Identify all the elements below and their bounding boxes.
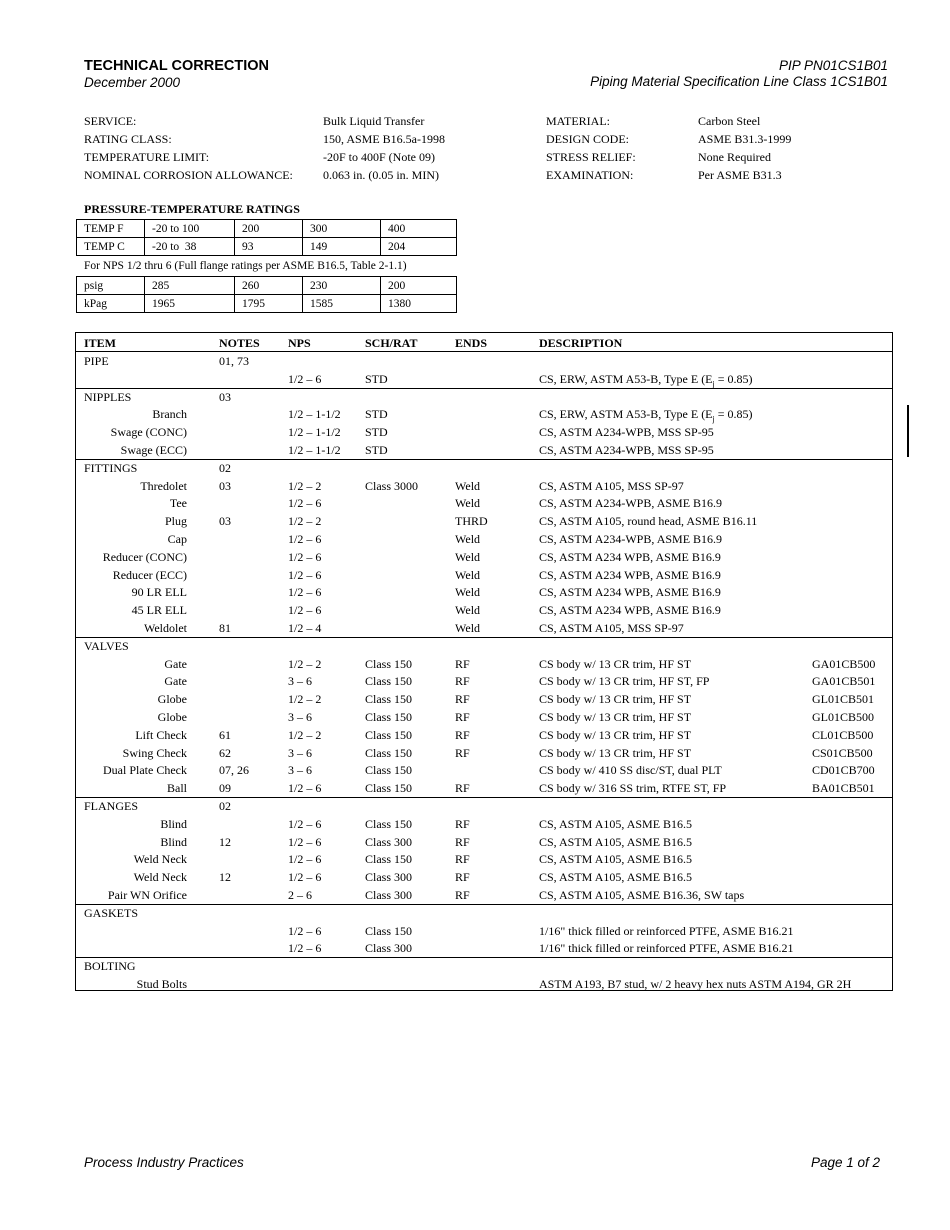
- nps-cell: 3 – 6: [288, 710, 312, 724]
- description-text: CS, ASTM A234-WPB, ASME B16.9: [539, 496, 723, 510]
- subitem-cell: Gate: [164, 657, 187, 671]
- subitem-cell: Swage (CONC): [110, 425, 187, 439]
- description-text: CS body w/ 13 CR trim, HF ST: [539, 728, 692, 742]
- ends-cell: Weld: [455, 532, 481, 546]
- subitem-cell: Blind: [160, 835, 187, 849]
- nps-cell: 1/2 – 6: [288, 603, 322, 617]
- item-cell: FITTINGS: [84, 461, 138, 475]
- nps-cell: 1/2 – 6: [288, 496, 322, 510]
- nps-cell: 1/2 – 6: [288, 568, 322, 582]
- info-value: 0.063 in. (0.05 in. MIN): [323, 168, 439, 182]
- pt-cell: 1380: [381, 295, 457, 313]
- table-row: [76, 868, 892, 886]
- table-row: [76, 779, 892, 797]
- sch-rat-cell: Class 150: [365, 781, 413, 795]
- info-value: Carbon Steel: [698, 114, 761, 128]
- description-cell: [539, 494, 722, 512]
- subitem-cell: Branch: [152, 407, 187, 421]
- sch-rat-cell: Class 300: [365, 941, 413, 955]
- info-labels-left: [84, 112, 293, 184]
- pt-cell: 400: [381, 220, 457, 238]
- item-cell: VALVES: [84, 639, 129, 653]
- sch-rat-cell: STD: [365, 407, 388, 421]
- col-header-notes: NOTES: [219, 336, 260, 350]
- description-text: CS body w/ 316 SS trim, RTFE ST, FP: [539, 781, 727, 795]
- table-row: [76, 833, 892, 851]
- info-value: -20F to 400F (Note 09): [323, 150, 435, 164]
- sch-rat-cell: Class 150: [365, 817, 413, 831]
- description-text: 1/16" thick filled or reinforced PTFE, ASME B16.21: [539, 941, 794, 955]
- subitem-cell: Ball: [167, 781, 187, 795]
- subitem-cell: Tee: [169, 496, 187, 510]
- subitem-cell: Cap: [167, 532, 187, 546]
- pt-cell: 260: [235, 277, 303, 295]
- table-row: [76, 423, 892, 441]
- col-header-description: DESCRIPTION: [539, 336, 623, 350]
- description-cell: [539, 512, 757, 530]
- table-row: [76, 815, 892, 833]
- header-left: [84, 58, 269, 91]
- description-text: CS, ASTM A234-WPB, MSS SP-95: [539, 443, 714, 457]
- notes-cell: 03: [219, 479, 231, 493]
- sch-rat-cell: Class 300: [365, 870, 413, 884]
- ends-cell: Weld: [455, 585, 481, 599]
- description-text: CS, ASTM A234 WPB, ASME B16.9: [539, 603, 721, 617]
- description-text: CS body w/ 410 SS disc/ST, dual PLT: [539, 763, 722, 777]
- ends-cell: Weld: [455, 621, 481, 635]
- table-row: [76, 459, 892, 477]
- nps-cell: 1/2 – 2: [288, 692, 322, 706]
- info-value: ASME B31.3-1999: [698, 132, 792, 146]
- table-row: [76, 655, 892, 673]
- psig-row: [77, 277, 457, 295]
- sch-rat-cell: STD: [365, 443, 388, 457]
- info-value: None Required: [698, 150, 771, 164]
- notes-cell: 03: [219, 514, 231, 528]
- valve-code-cell: CD01CB700: [812, 763, 875, 777]
- table-row: [76, 672, 892, 690]
- subitem-cell: Weldolet: [143, 621, 187, 635]
- info-value: Bulk Liquid Transfer: [323, 114, 425, 128]
- nps-cell: 1/2 – 1-1/2: [288, 407, 341, 421]
- table-row: [76, 797, 892, 815]
- description-cell: [539, 975, 851, 993]
- pt-cell: -20 to 100: [145, 220, 235, 238]
- valve-code-cell: GA01CB501: [812, 674, 876, 688]
- ends-cell: Weld: [455, 603, 481, 617]
- ends-cell: RF: [455, 710, 470, 724]
- kpag-row: [77, 295, 457, 313]
- info-label: MATERIAL:: [546, 114, 610, 128]
- description-cell: [539, 886, 744, 904]
- ends-cell: RF: [455, 674, 470, 688]
- description-cell: [539, 815, 692, 833]
- item-cell: PIPE: [84, 354, 109, 368]
- info-label: NOMINAL CORROSION ALLOWANCE:: [84, 168, 293, 182]
- table-row: [76, 957, 892, 975]
- nps-cell: 1/2 – 6: [288, 372, 322, 386]
- col-header-item: ITEM: [84, 336, 117, 350]
- valve-code-cell: BA01CB501: [812, 781, 875, 795]
- info-label: DESIGN CODE:: [546, 132, 629, 146]
- table-row: [76, 441, 892, 459]
- sch-rat-cell: Class 3000: [365, 479, 419, 493]
- description-text: CS body w/ 13 CR trim, HF ST: [539, 692, 692, 706]
- pt-ratings-note: For NPS 1/2 thru 6 (Full flange ratings per ASME B16.5, Table 2-1.1): [84, 260, 407, 272]
- piping-spec-table: [75, 332, 893, 991]
- ends-cell: THRD: [455, 514, 488, 528]
- table-row: [76, 370, 892, 388]
- pt-cell: 1585: [303, 295, 381, 313]
- description-cell: [539, 744, 691, 762]
- sch-rat-cell: Class 150: [365, 746, 413, 760]
- subitem-cell: Globe: [157, 692, 187, 706]
- description-subscript: j: [712, 414, 715, 424]
- description-cell: [539, 566, 721, 584]
- table-row: [76, 726, 892, 744]
- description-cell: [539, 477, 684, 495]
- table-row: [76, 850, 892, 868]
- table-row: [76, 548, 892, 566]
- description-text: CS, ASTM A234 WPB, ASME B16.9: [539, 585, 721, 599]
- info-label: TEMPERATURE LIMIT:: [84, 150, 210, 164]
- pt-cell: 285: [145, 277, 235, 295]
- subitem-cell: Globe: [157, 710, 187, 724]
- ends-cell: Weld: [455, 550, 481, 564]
- description-cell: [539, 922, 794, 940]
- sch-rat-cell: Class 300: [365, 888, 413, 902]
- table-row: [76, 566, 892, 584]
- pt-cell: 1965: [145, 295, 235, 313]
- ends-cell: RF: [455, 692, 470, 706]
- sch-rat-cell: Class 150: [365, 852, 413, 866]
- document-date: December 2000: [84, 75, 181, 90]
- nps-cell: 1/2 – 4: [288, 621, 322, 635]
- temp-f-row: [77, 220, 457, 238]
- nps-cell: 1/2 – 1-1/2: [288, 425, 341, 439]
- description-text: CS, ASTM A105, MSS SP-97: [539, 479, 684, 493]
- document-type: TECHNICAL CORRECTION: [84, 58, 270, 74]
- pt-cell: 1795: [235, 295, 303, 313]
- nps-cell: 1/2 – 6: [288, 532, 322, 546]
- ends-cell: RF: [455, 728, 470, 742]
- ends-cell: RF: [455, 817, 470, 831]
- nps-cell: 3 – 6: [288, 746, 312, 760]
- description-text: 1/16" thick filled or reinforced PTFE, ASME B16.21: [539, 924, 794, 938]
- sch-rat-cell: Class 300: [365, 835, 413, 849]
- description-cell: [539, 655, 691, 673]
- table-row: [76, 405, 892, 423]
- pt-cell: 93: [235, 238, 303, 256]
- description-text: CS body w/ 13 CR trim, HF ST: [539, 657, 692, 671]
- nps-cell: 1/2 – 6: [288, 870, 322, 884]
- nps-cell: 1/2 – 6: [288, 781, 322, 795]
- subitem-cell: Weld Neck: [133, 852, 187, 866]
- table-row: [76, 922, 892, 940]
- description-text: CS, ASTM A234-WPB, ASME B16.9: [539, 532, 723, 546]
- ends-cell: RF: [455, 746, 470, 760]
- subitem-cell: 45 LR ELL: [131, 603, 187, 617]
- info-labels-right: [546, 112, 636, 184]
- notes-cell: 02: [219, 461, 231, 475]
- subitem-cell: Swage (ECC): [120, 443, 187, 457]
- ends-cell: RF: [455, 835, 470, 849]
- notes-cell: 61: [219, 728, 231, 742]
- col-header-nps: NPS: [288, 336, 311, 350]
- pt-cell: 230: [303, 277, 381, 295]
- table-row: [76, 601, 892, 619]
- description-cell: [539, 423, 714, 441]
- nps-cell: 1/2 – 6: [288, 550, 322, 564]
- table-row: [76, 939, 892, 957]
- pt-ratings-title: PRESSURE-TEMPERATURE RATINGS: [84, 202, 300, 216]
- description-text: CS, ASTM A105, ASME B16.5: [539, 870, 693, 884]
- table-row: [76, 619, 892, 637]
- table-row: [76, 494, 892, 512]
- subitem-cell: Swing Check: [122, 746, 187, 760]
- description-subscript: j: [712, 379, 715, 389]
- info-label: STRESS RELIEF:: [546, 150, 636, 164]
- nps-cell: 2 – 6: [288, 888, 312, 902]
- pt-cell: 300: [303, 220, 381, 238]
- nps-cell: 1/2 – 6: [288, 835, 322, 849]
- sch-rat-cell: Class 150: [365, 657, 413, 671]
- ends-cell: Weld: [455, 568, 481, 582]
- nps-cell: 1/2 – 2: [288, 514, 322, 528]
- pt-cell: 204: [381, 238, 457, 256]
- info-label: EXAMINATION:: [546, 168, 634, 182]
- description-cell: [539, 939, 794, 957]
- description-text: CS, ASTM A234 WPB, ASME B16.9: [539, 568, 721, 582]
- sch-rat-cell: STD: [365, 372, 388, 386]
- description-cell: [539, 601, 721, 619]
- change-bar: [907, 405, 909, 457]
- pt-cell: TEMP F: [77, 220, 145, 238]
- pt-cell: psig: [77, 277, 145, 295]
- description-text: CS body w/ 13 CR trim, HF ST: [539, 710, 692, 724]
- table-row: [76, 975, 892, 993]
- ends-cell: Weld: [455, 496, 481, 510]
- subitem-cell: Weld Neck: [133, 870, 187, 884]
- description-cell: [539, 530, 722, 548]
- ends-cell: RF: [455, 888, 470, 902]
- footer-publisher: Process Industry Practices: [84, 1155, 244, 1170]
- subitem-cell: Reducer (ECC): [112, 568, 187, 582]
- nps-cell: 1/2 – 6: [288, 924, 322, 938]
- header-right: [590, 58, 888, 90]
- subitem-cell: Dual Plate Check: [103, 763, 187, 777]
- notes-cell: 62: [219, 746, 231, 760]
- description-text: CS, ASTM A234-WPB, MSS SP-95: [539, 425, 714, 439]
- description-cell: [539, 868, 692, 886]
- subitem-cell: Stud Bolts: [136, 977, 187, 991]
- table-row: [76, 388, 892, 406]
- item-cell: NIPPLES: [84, 390, 132, 404]
- subitem-cell: 90 LR ELL: [131, 585, 187, 599]
- description-text: CS, ASTM A105, ASME B16.5: [539, 852, 693, 866]
- description-text: CS body w/ 13 CR trim, HF ST: [539, 746, 692, 760]
- info-label: RATING CLASS:: [84, 132, 172, 146]
- table-row: [76, 761, 892, 779]
- description-text: CS, ASTM A105, round head, ASME B16.11: [539, 514, 758, 528]
- nps-cell: 1/2 – 2: [288, 657, 322, 671]
- ends-cell: RF: [455, 657, 470, 671]
- footer-page-number: Page 1 of 2: [810, 1155, 880, 1170]
- description-cell: [539, 690, 691, 708]
- table-header-row: [76, 334, 892, 352]
- pressure-table: [76, 276, 457, 313]
- ends-cell: RF: [455, 852, 470, 866]
- subitem-cell: Lift Check: [135, 728, 187, 742]
- ends-cell: RF: [455, 781, 470, 795]
- subitem-cell: Pair WN Orifice: [107, 888, 187, 902]
- nps-cell: 1/2 – 6: [288, 585, 322, 599]
- table-row: [76, 477, 892, 495]
- valve-code-cell: CL01CB500: [812, 728, 874, 742]
- pt-cell: -20 to 38: [145, 238, 235, 256]
- description-cell: [539, 850, 692, 868]
- description-cell: [539, 708, 691, 726]
- info-values-left: [323, 112, 445, 184]
- table-row: [76, 530, 892, 548]
- col-header-sch-rat: SCH/RAT: [365, 336, 418, 350]
- col-header-ends: ENDS: [455, 336, 488, 350]
- temperature-table: [76, 219, 457, 256]
- nps-cell: 1/2 – 6: [288, 817, 322, 831]
- description-cell: [539, 726, 691, 744]
- description-cell: [539, 619, 684, 637]
- info-label: SERVICE:: [84, 114, 137, 128]
- nps-cell: 3 – 6: [288, 763, 312, 777]
- pt-cell: 200: [381, 277, 457, 295]
- notes-cell: 02: [219, 799, 231, 813]
- pt-cell: TEMP C: [77, 238, 145, 256]
- valve-code-cell: GL01CB501: [812, 692, 875, 706]
- nps-cell: 1/2 – 6: [288, 852, 322, 866]
- item-cell: GASKETS: [84, 906, 139, 920]
- description-cell: [539, 672, 709, 690]
- description-text: CS, ASTM A105, ASME B16.5: [539, 817, 693, 831]
- info-value: Per ASME B31.3: [698, 168, 782, 182]
- ends-cell: Weld: [455, 479, 481, 493]
- subitem-cell: Plug: [164, 514, 187, 528]
- description-text: CS, ERW, ASTM A53-B, Type E (E: [539, 407, 713, 421]
- description-cell: [539, 441, 714, 459]
- sch-rat-cell: Class 150: [365, 710, 413, 724]
- description-tail: = 0.85): [714, 407, 753, 421]
- item-cell: BOLTING: [84, 959, 136, 973]
- pt-cell: 200: [235, 220, 303, 238]
- subitem-cell: Thredolet: [140, 479, 187, 493]
- notes-cell: 01, 73: [219, 354, 249, 368]
- description-text: CS, ASTM A105, ASME B16.5: [539, 835, 693, 849]
- table-row: [76, 352, 892, 370]
- notes-cell: 12: [219, 870, 231, 884]
- nps-cell: 1/2 – 6: [288, 941, 322, 955]
- table-row: [76, 690, 892, 708]
- nps-cell: 1/2 – 2: [288, 728, 322, 742]
- subitem-cell: Gate: [164, 674, 187, 688]
- table-row: [76, 637, 892, 655]
- sch-rat-cell: Class 150: [365, 924, 413, 938]
- subitem-cell: Blind: [160, 817, 187, 831]
- info-values-right: [698, 112, 791, 184]
- notes-cell: 03: [219, 390, 231, 404]
- temp-c-row: [77, 238, 457, 256]
- description-cell: [539, 548, 721, 566]
- nps-cell: 1/2 – 2: [288, 479, 322, 493]
- sch-rat-cell: Class 150: [365, 763, 413, 777]
- table-row: [76, 708, 892, 726]
- table-row: [76, 744, 892, 762]
- description-text: CS, ERW, ASTM A53-B, Type E (E: [539, 372, 713, 386]
- table-row: [76, 512, 892, 530]
- valve-code-cell: CS01CB500: [812, 746, 873, 760]
- document-id: PIP PN01CS1B01: [778, 58, 888, 73]
- nps-cell: 1/2 – 1-1/2: [288, 443, 341, 457]
- notes-cell: 12: [219, 835, 231, 849]
- description-cell: [539, 779, 726, 797]
- sch-rat-cell: STD: [365, 425, 388, 439]
- description-text: CS, ASTM A234 WPB, ASME B16.9: [539, 550, 721, 564]
- sch-rat-cell: Class 150: [365, 692, 413, 706]
- sch-rat-cell: Class 150: [365, 728, 413, 742]
- ends-cell: RF: [455, 870, 470, 884]
- sch-rat-cell: Class 150: [365, 674, 413, 688]
- description-cell: [539, 833, 692, 851]
- nps-cell: 3 – 6: [288, 674, 312, 688]
- description-tail: = 0.85): [714, 372, 753, 386]
- item-cell: FLANGES: [84, 799, 139, 813]
- table-row: [76, 886, 892, 904]
- description-text: CS body w/ 13 CR trim, HF ST, FP: [539, 674, 710, 688]
- description-cell: [539, 583, 721, 601]
- description-text: CS, ASTM A105, MSS SP-97: [539, 621, 684, 635]
- table-row: [76, 904, 892, 922]
- table-row: [76, 583, 892, 601]
- info-value: 150, ASME B16.5a-1998: [323, 132, 446, 146]
- pt-cell: 149: [303, 238, 381, 256]
- document-title: Piping Material Specification Line Class 1CS1B01: [590, 74, 888, 89]
- notes-cell: 07, 26: [219, 763, 249, 777]
- description-cell: [539, 761, 722, 779]
- pt-cell: kPag: [77, 295, 145, 313]
- valve-code-cell: GL01CB500: [812, 710, 875, 724]
- notes-cell: 09: [219, 781, 231, 795]
- notes-cell: 81: [219, 621, 231, 635]
- description-text: ASTM A193, B7 stud, w/ 2 heavy hex nuts ASTM A194, GR 2H: [539, 977, 852, 991]
- subitem-cell: Reducer (CONC): [102, 550, 187, 564]
- description-text: CS, ASTM A105, ASME B16.36, SW taps: [539, 888, 745, 902]
- valve-code-cell: GA01CB500: [812, 657, 876, 671]
